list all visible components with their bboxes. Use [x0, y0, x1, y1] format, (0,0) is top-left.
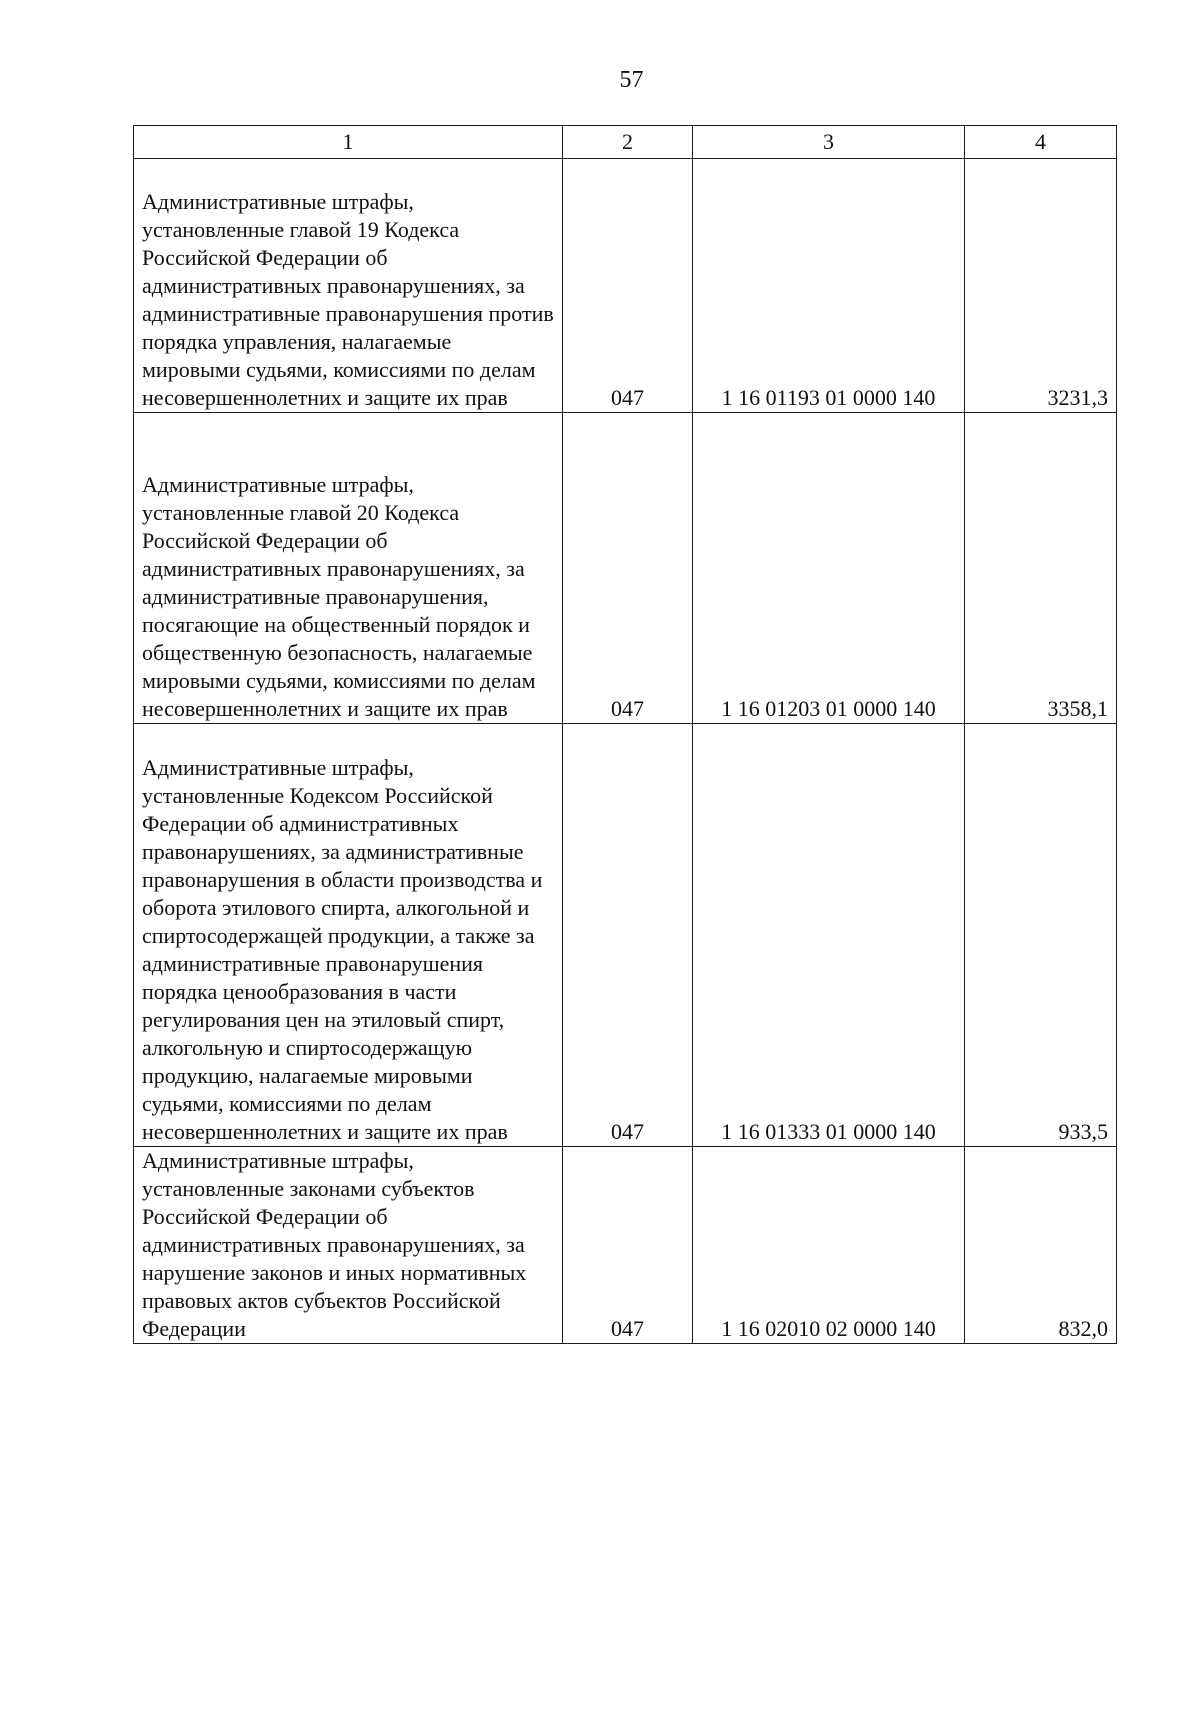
budget-classification-code-cell: 1 16 02010 02 0000 140	[693, 1147, 965, 1344]
revenue-name-cell: Административные штрафы, установленные законами субъектов Российской Федерации об административных правонарушениях, за нарушение законов и иных нормативных правовых актов субъектов Российской Федерации	[134, 1147, 563, 1344]
revenue-name-cell: Административные штрафы, установленные Кодексом Российской Федерации об административных правонарушениях, за административные правонарушения в области производства и оборота этилового спирта, алкогольной и спиртосодержащей продукции, а также за административные правонарушения порядка ценообразования в части регулирования цен на этиловый спирт, алкогольную и спиртосодержащую продукцию, налагаемые мировыми судьями, комиссиями по делам несовершеннолетних и защите их прав	[134, 724, 563, 1147]
table-row	[134, 413, 1117, 724]
revenue-name-cell: Административные штрафы, установленные главой 20 Кодекса Российской Федерации об административных правонарушениях, за административные правонарушения, посягающие на общественный порядок и общественную безопасность, налагаемые мировыми судьями, комиссиями по делам несовершеннолетних и защите их прав	[134, 413, 563, 724]
page-number: 57	[619, 67, 644, 93]
amount-cell: 3358,1	[965, 413, 1117, 724]
administrator-code-cell: 047	[563, 159, 693, 413]
table-row	[134, 724, 1117, 1147]
revenue-table	[133, 125, 1117, 1344]
budget-classification-code-cell: 1 16 01193 01 0000 140	[693, 159, 965, 413]
administrator-code-cell: 047	[563, 1147, 693, 1344]
revenue-name-cell: Административные штрафы, установленные главой 19 Кодекса Российской Федерации об административных правонарушениях, за административные правонарушения против порядка управления, налагаемые мировыми судьями, комиссиями по делам несовершеннолетних и защите их прав	[134, 159, 563, 413]
budget-classification-code-cell: 1 16 01203 01 0000 140	[693, 413, 965, 724]
column-header-1: 1	[134, 126, 563, 159]
amount-cell: 3231,3	[965, 159, 1117, 413]
table-row	[134, 1147, 1117, 1344]
column-header-4: 4	[965, 126, 1117, 159]
column-header-3: 3	[693, 126, 965, 159]
administrator-code-cell: 047	[563, 724, 693, 1147]
budget-classification-code-cell: 1 16 01333 01 0000 140	[693, 724, 965, 1147]
amount-cell: 933,5	[965, 724, 1117, 1147]
table-row	[134, 159, 1117, 413]
administrator-code-cell: 047	[563, 413, 693, 724]
table-header-row	[134, 126, 1117, 159]
column-header-2: 2	[563, 126, 693, 159]
amount-cell: 832,0	[965, 1147, 1117, 1344]
